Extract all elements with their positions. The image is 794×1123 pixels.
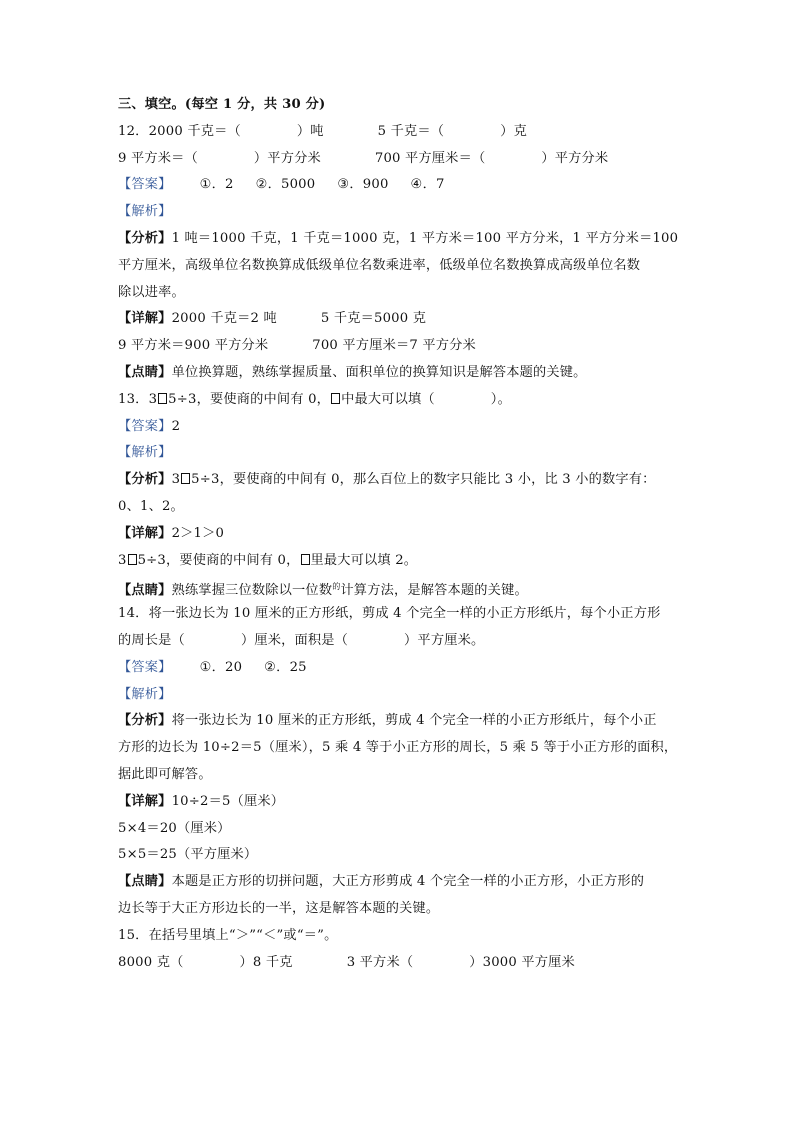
document-page [118,92,688,976]
q14-answer: 【答案】 ①．20 ②．25 [118,659,307,675]
q13-xiangjie-1: 【详解】2＞1＞0 [118,525,225,541]
q13-analysis-tag: 【解析】 [118,445,172,461]
q12-xiangjie-2: 9 平方米＝900 平方分米 700 平方厘米＝7 平方分米 [118,338,476,354]
empty-box-icon [181,473,190,484]
q13-question: 13．3 5÷3，要使商的中间有 0， 中最大可以填（ ）。 [118,391,511,407]
answer-tag: 【答案】 [118,177,172,193]
q12-line1: 12．2000 千克＝（ ）吨 5 千克＝（ ）克 [118,123,527,139]
empty-box-icon [158,393,167,404]
q14-question-1: 14．将一张边长为 10 厘米的正方形纸，剪成 4 个完全一样的小正方形纸片，每个小正方形 [118,606,661,622]
empty-box-icon [128,554,137,565]
q14-xiangjie-2: 5×4＝20（厘米） [118,820,231,836]
q12-fenxi-3: 除以进率。 [118,284,185,300]
empty-box-icon [301,554,310,565]
q13-xiangjie-2: 3 5÷3，要使商的中间有 0， 里最大可以填 2。 [118,552,418,568]
q15-question-1: 15．在括号里填上“＞”“＜”或“＝”。 [118,927,338,943]
q14-xiangjie-1: 【详解】10÷2＝5（厘米） [118,793,285,809]
q14-analysis-tag: 【解析】 [118,686,172,702]
q14-fenxi-3: 据此即可解答。 [118,766,212,782]
q12-dianjing: 【点睛】单位换算题，熟练掌握质量、面积单位的换算知识是解答本题的关键。 [118,364,587,380]
q13-answer: 【答案】2 [118,418,181,434]
q13-fenxi-2: 0、1、2。 [118,498,184,514]
q14-dianjing-2: 边长等于大正方形边长的一半，这是解答本题的关键。 [118,900,440,916]
q12-fenxi-1: 【分析】1 吨＝1000 千克，1 千克＝1000 克，1 平方米＝100 平方分米，1 平方分米＝100 [118,230,679,246]
q14-xiangjie-3: 5×5＝25（平方厘米） [118,847,258,863]
section-title: 三、填空。(每空 1 分，共 30 分) [118,97,326,112]
q12-xiangjie-1: 【详解】2000 千克＝2 吨 5 千克＝5000 克 [118,311,427,327]
q14-question-2: 的周长是（ ）厘米，面积是（ ）平方厘米。 [118,632,485,648]
q14-fenxi-1: 【分析】将一张边长为 10 厘米的正方形纸，剪成 4 个完全一样的小正方形纸片，每个小正 [118,713,657,729]
q14-fenxi-2: 方形的边长为 10÷2＝5（厘米），5 乘 4 等于小正方形的周长，5 乘 5 等于小正方形的面积， [118,740,678,756]
q12-answer: 【答案】 ①．2 ②．5000 ③．900 ④．7 [118,177,445,193]
q13-dianjing: 【点睛】熟练掌握三位数除以一位数$^的$计算方法，是解答本题的关键。 [118,582,528,599]
q12-fenxi-2: 平方厘米，高级单位名数换算成低级单位名数乘进率，低级单位名数换算成高级单位名数 [118,257,641,273]
empty-box-icon [331,393,340,404]
q13-fenxi-1: 【分析】3 5÷3，要使商的中间有 0，那么百位上的数字只能比 3 小，比 3 小的数字有： [118,472,656,488]
q15-question-2: 8000 克（ ）8 千克 3 平方米（ ）3000 平方厘米 [118,954,575,970]
q12-analysis-tag: 【解析】 [118,204,172,220]
q14-dianjing-1: 【点睛】本题是正方形的切拼问题，大正方形剪成 4 个完全一样的小正方形，小正方形的 [118,874,645,890]
q12-line2: 9 平方米＝（ ）平方分米 700 平方厘米＝（ ）平方分米 [118,150,609,166]
